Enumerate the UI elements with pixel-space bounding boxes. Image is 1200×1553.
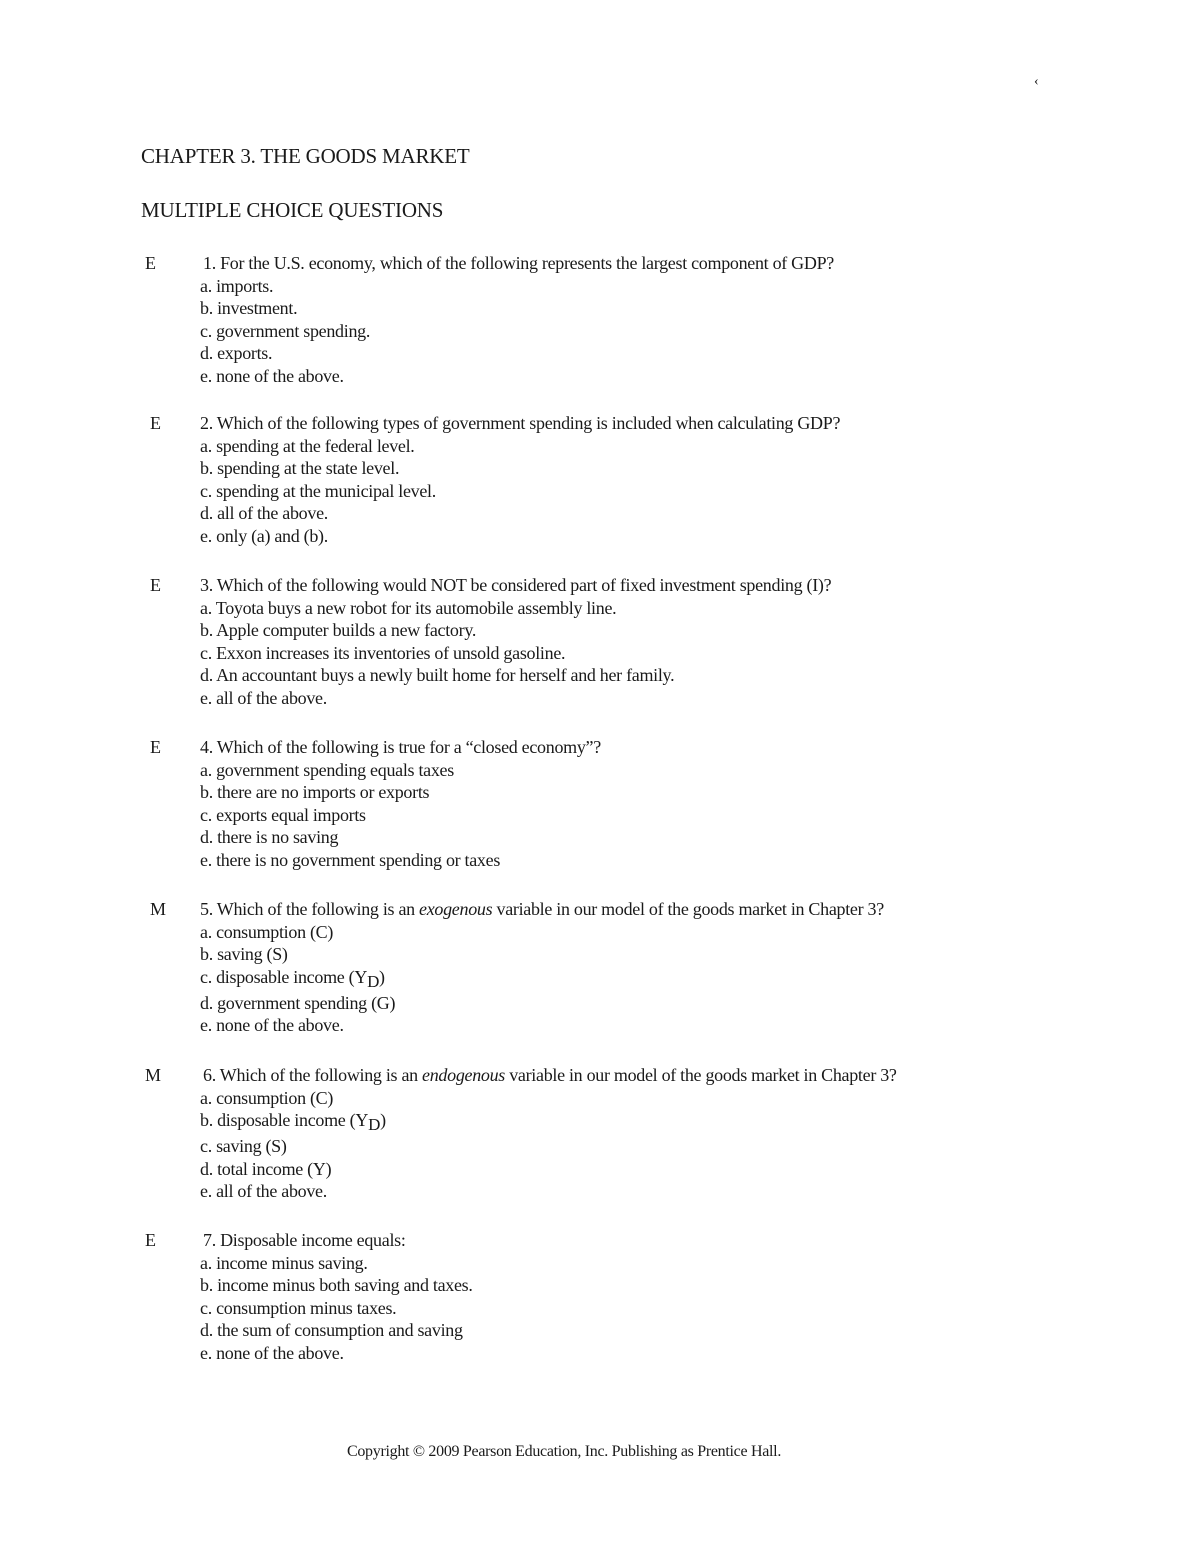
question-stem: 7. Disposable income equals: xyxy=(203,1230,406,1250)
answer-options xyxy=(200,759,500,872)
answer-option: e. all of the above. xyxy=(200,687,327,708)
copyright-footer: Copyright © 2009 Pearson Education, Inc. Publishing as Prentice Hall. xyxy=(346,1443,782,1460)
difficulty-label: M xyxy=(150,899,166,919)
question-stem: 5. Which of the following is an exogenous variable in our model of the goods market in Chapter 3? xyxy=(200,899,884,919)
answer-option: a. consumption (C) xyxy=(200,921,334,942)
answer-option: e. none of the above. xyxy=(200,1015,344,1035)
answer-option: c. exports equal imports xyxy=(200,804,366,825)
answer-option: a. spending at the federal level. xyxy=(200,435,415,456)
answer-option: b. income minus both saving and taxes. xyxy=(200,1275,473,1295)
emphasis-term: endogenous xyxy=(422,1065,506,1085)
answer-options xyxy=(200,921,395,1037)
answer-option: c. disposable income $(Y_D)$ xyxy=(200,966,385,991)
answer-option: a. consumption (C) xyxy=(200,1087,334,1108)
question-stem: 2. Which of the following types of government spending is included when calculating GDP? xyxy=(200,413,841,433)
question-stem: 3. Which of the following would NOT be considered part of fixed investment spending (I)? xyxy=(200,575,832,595)
question-stem: 4. Which of the following is true for a “closed economy”? xyxy=(200,737,601,757)
answer-option: c. government spending. xyxy=(200,320,371,341)
answer-option: e. there is no government spending or taxes xyxy=(200,849,501,870)
answer-option: c. saving (S) xyxy=(200,1136,287,1156)
answer-option: d. government spending (G) xyxy=(200,992,396,1013)
answer-option: b. there are no imports or exports xyxy=(200,782,430,802)
difficulty-label: E xyxy=(150,737,161,757)
answer-options xyxy=(200,1087,386,1203)
answer-option: a. Toyota buys a new robot for its automobile assembly line. xyxy=(200,597,617,618)
answer-option: a. government spending equals taxes xyxy=(200,759,454,780)
answer-option: c. consumption minus taxes. xyxy=(200,1297,397,1318)
emphasis-term: exogenous xyxy=(419,899,493,919)
answer-option: c. spending at the municipal level. xyxy=(200,480,436,501)
answer-option: b. spending at the state level. xyxy=(200,458,400,478)
subscript-d: D xyxy=(367,971,380,991)
question-stem: 6. Which of the following is an endogenous variable in our model of the goods market in Chapter 3? xyxy=(203,1065,897,1085)
answer-option: a. imports. xyxy=(200,275,274,296)
answer-option: c. Exxon increases its inventories of unsold gasoline. xyxy=(200,642,566,663)
answer-option: e. none of the above. xyxy=(200,1342,344,1363)
difficulty-label: E xyxy=(145,253,156,273)
answer-options xyxy=(200,597,674,710)
answer-options xyxy=(200,1252,473,1365)
difficulty-label: M xyxy=(145,1065,161,1085)
chapter-title: CHAPTER 3. THE GOODS MARKET xyxy=(141,144,470,168)
difficulty-label: E xyxy=(150,575,161,595)
difficulty-label: E xyxy=(150,413,161,433)
answer-option: d. exports. xyxy=(200,343,273,363)
answer-options xyxy=(200,275,370,388)
answer-option: d. total income (Y) xyxy=(200,1158,332,1179)
answer-option: d. the sum of consumption and saving xyxy=(200,1320,463,1340)
answer-option: e. none of the above. xyxy=(200,365,344,386)
answer-option: d. there is no saving xyxy=(200,827,339,847)
question-stem: 1. For the U.S. economy, which of the following represents the largest component of GDP? xyxy=(203,253,834,273)
subscript-d: D xyxy=(368,1115,381,1134)
section-title: MULTIPLE CHOICE QUESTIONS xyxy=(141,198,444,222)
answer-option: a. income minus saving. xyxy=(200,1252,368,1273)
answer-option: e. all of the above. xyxy=(200,1181,327,1201)
page-mark: ‹ xyxy=(1034,74,1039,89)
answer-options xyxy=(200,435,436,548)
answer-option: b. disposable income $(Y_D)$ xyxy=(200,1110,386,1134)
answer-option: b. Apple computer builds a new factory. xyxy=(200,620,477,640)
answer-option: b. investment. xyxy=(200,298,298,318)
answer-option: d. An accountant buys a newly built home for herself and her family. xyxy=(200,665,675,685)
answer-option: b. saving (S) xyxy=(200,944,288,964)
difficulty-label: E xyxy=(145,1230,156,1250)
answer-option: d. all of the above. xyxy=(200,503,328,523)
answer-option: e. only (a) and (b). xyxy=(200,525,328,546)
